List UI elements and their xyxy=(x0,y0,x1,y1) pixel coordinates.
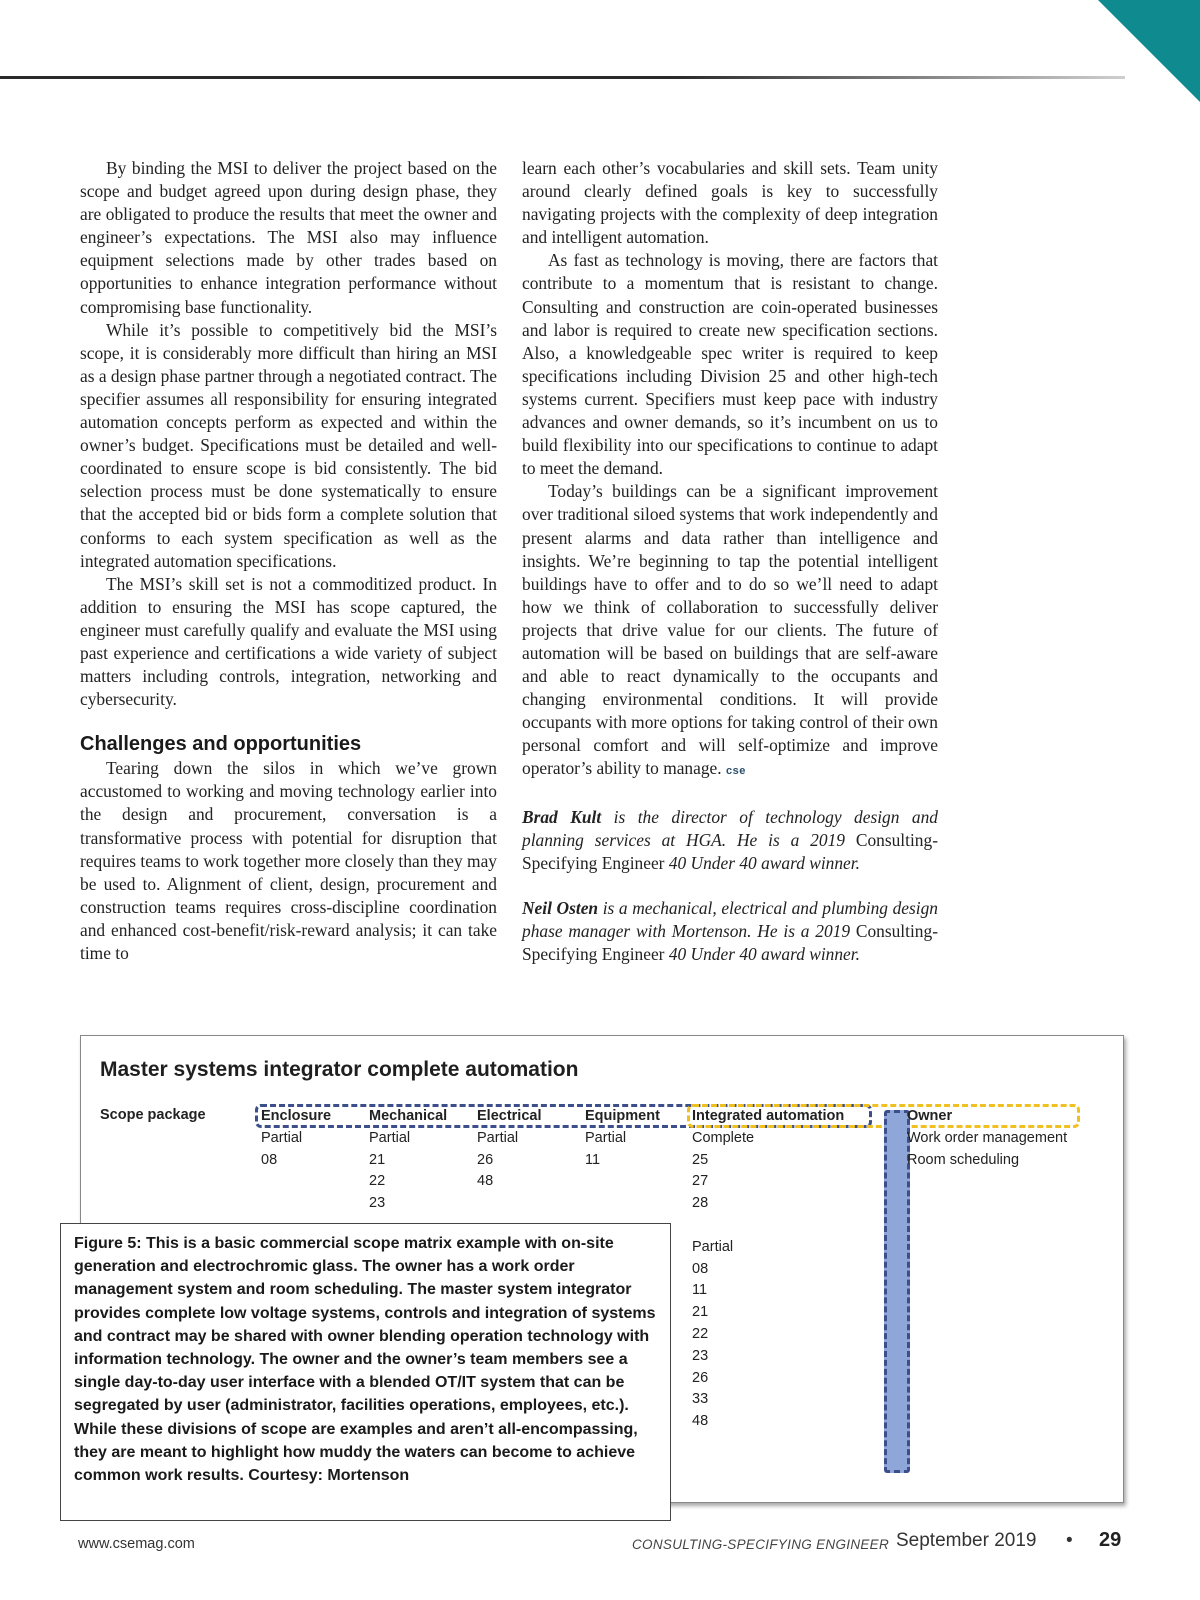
scope-item: 25 xyxy=(692,1151,709,1168)
right-column xyxy=(522,157,938,966)
body-paragraph: Tearing down the silos in which we’ve grown accustomed to working and moving technology earlier into the design and procurement, conversation is a transformative process with potential for disruption that requires teams to work together more closely than they may be used to. Alignment of client, design, procurement and construction teams requires cross-discipline coordination and enhanced cost-benefit/risk-reward analysis; it can take time to xyxy=(80,758,497,963)
scope-item: 23 xyxy=(369,1195,386,1212)
scope-item: 08 xyxy=(692,1260,709,1277)
scope-column-header: Enclosure xyxy=(261,1108,332,1124)
scope-column-owner xyxy=(907,1106,1067,1171)
figure-caption: Figure 5: This is a basic commercial scope matrix example with on-site generation and electrochromic glass. The owner has a work order management system and room scheduling. The master system integrator provides complete low voltage systems, controls and integration of systems and contract may be shared with owner blending operation technology with information technology. The owner and the owner’s team members see a single day-to-day user interface with a blended OT/IT system that can be segregated by user (administrator, facilities operations, employees, etc.). While these divisions of scope are examples and aren’t all-encompassing, they are meant to highlight how muddy the waters can become to achieve common work results. Courtesy: Mortenson xyxy=(60,1223,671,1521)
scope-column-enclosure xyxy=(261,1106,331,1171)
scope-column-header: Integrated automation xyxy=(692,1108,845,1124)
footer-bullet: • xyxy=(1066,1530,1073,1551)
page-number: 29 xyxy=(1099,1529,1122,1551)
body-paragraph: The MSI’s skill set is not a commoditized product. In addition to ensuring the MSI has scope captured, the engineer must carefully qualify and evaluate the MSI using past experience and certifications a wide variety of subject matters including controls, integration, networking and cybersecurity. xyxy=(80,573,497,710)
body-paragraph: learn each other’s vocabularies and skill sets. Team unity around clearly defined goals is key to successfully navigating projects with the complexity of deep integration and intelligent automation. xyxy=(522,158,938,248)
scope-item: 22 xyxy=(369,1173,386,1190)
scope-item: 23 xyxy=(692,1347,709,1364)
scope-item: 27 xyxy=(692,1173,709,1190)
scope-column-mechanical xyxy=(369,1106,447,1215)
scope-item: 48 xyxy=(692,1413,709,1430)
scope-column-electrical xyxy=(477,1106,542,1193)
scope-column-header: Mechanical xyxy=(369,1108,448,1124)
figure-title: Master systems integrator complete automation xyxy=(100,1058,579,1081)
left-column xyxy=(80,157,497,965)
author-bio xyxy=(522,806,938,875)
scope-item: 08 xyxy=(261,1151,278,1168)
author-bio-text: is a mechanical, electrical and plumbing design phase manager with Mortenson. He is a 2019 xyxy=(522,897,939,941)
body-paragraph xyxy=(522,480,938,783)
scope-item: 21 xyxy=(369,1151,386,1168)
scope-item: Work order management xyxy=(907,1129,1068,1146)
scope-item: Partial xyxy=(477,1129,519,1146)
scope-item: 33 xyxy=(692,1391,709,1408)
body-paragraph: While it’s possible to competitively bid the MSI’s scope, it is considerably more difficult than hiring an MSI as a design phase partner through a negotiated contract. The specifier assumes all responsibility for ensuring integrated automation concepts perform as expected and within the owner’s budget. Specifications must be detailed and well-coordinated to ensure scope is bid consistently. The bid selection process must be done systematically to ensure that the accepted bid or bids form a complete solution that conforms to each system specification as well as the integrated automation specifications. xyxy=(80,319,497,571)
body-paragraph-text: Today’s buildings can be a significant improvement over traditional siloed systems that work independently and present alarms and data rather than intelligence and insights. We’re beginning to tap the potential intelligent buildings have to offer and to do so we’ll need to adapt how we think of collaboration to successfully deliver projects that drive value for our clients. The future of automation will be based on buildings that are self-aware and able to react dynamically to the occupants and changing environmental conditions. It will provide occupants with more options for taking control of their own personal comfort and will self-optimize and improve operator’s ability to manage. xyxy=(522,481,938,779)
scope-item: Partial xyxy=(261,1129,303,1146)
scope-item: Partial xyxy=(585,1129,627,1146)
scope-item: 11 xyxy=(585,1151,601,1168)
section-heading: Challenges and opportunities xyxy=(80,733,362,756)
scope-column-header: Electrical xyxy=(477,1108,542,1124)
scope-item: 21 xyxy=(692,1304,709,1321)
scope-package-label: Scope package xyxy=(100,1107,206,1123)
author-name: Neil Osten xyxy=(522,897,599,918)
scope-item: 22 xyxy=(692,1325,709,1342)
scope-column-header: Owner xyxy=(907,1108,953,1124)
scope-column-integrated-automation xyxy=(692,1106,844,1433)
magazine-name: Consulting-Specifying Engineer xyxy=(522,829,938,873)
scope-column-equipment xyxy=(585,1106,660,1171)
footer-magazine: CONSULTING-SPECIFYING ENGINEER xyxy=(632,1537,890,1552)
header-rule xyxy=(0,76,1125,79)
scope-column-header: Equipment xyxy=(585,1108,660,1124)
scope-item: 48 xyxy=(477,1173,494,1190)
author-bio-text: is the director of technology design and planning services at HGA. He is a 2019 xyxy=(522,806,938,850)
author-bio-text: 40 Under 40 award winner. xyxy=(664,944,860,964)
teal-corner-accent xyxy=(1098,0,1200,102)
body-paragraph: As fast as technology is moving, there are factors that contribute to a momentum that is resistant to change. Consulting and construction are coin-operated businesses and labor is required to create new specification sections. Also, a knowledgeable spec writer is required to keep specifications including Division 25 and other high-tech systems current. Specifiers must keep pace with industry advances and owner demands, so it’s incumbent on us to build flexibility into our specifications to continue to adapt to meet the demand. xyxy=(522,250,938,479)
scope-item-spacer xyxy=(692,1215,844,1237)
cse-end-mark-icon: cse xyxy=(725,765,746,778)
scope-item: 26 xyxy=(477,1151,494,1168)
author-bio-text: 40 Under 40 award winner. xyxy=(664,852,860,873)
scope-item: Partial xyxy=(692,1238,734,1255)
author-name: Brad Kult xyxy=(522,806,602,827)
scope-item: 28 xyxy=(692,1195,709,1212)
footer-date: September 2019 xyxy=(896,1530,1037,1551)
body-paragraph: By binding the MSI to deliver the project based on the scope and budget agreed upon during design phase, they are obligated to produce the results that meet the owner and engineer’s expectations. The MSI also may influence equipment selections made by other trades based on opportunities to enhance integration performance without compromising base functionality. xyxy=(80,158,497,317)
scope-item: Room scheduling xyxy=(907,1151,1020,1168)
author-bio xyxy=(522,897,938,966)
magazine-name: Consulting-Specifying Engineer xyxy=(522,920,938,964)
footer-website: www.csemag.com xyxy=(78,1536,195,1552)
scope-item: Complete xyxy=(692,1129,755,1146)
scope-item: 11 xyxy=(692,1282,708,1299)
scope-item: 26 xyxy=(692,1369,709,1386)
scope-item: Partial xyxy=(369,1129,411,1146)
